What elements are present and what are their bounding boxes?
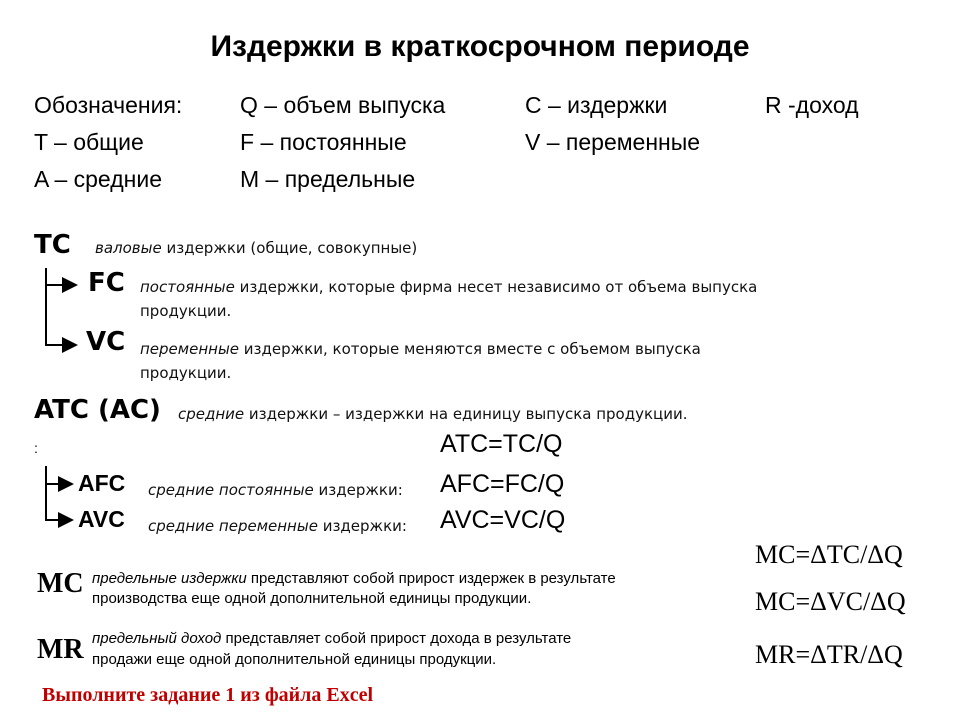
legend-t: T – общие xyxy=(34,129,144,155)
legend-a: A – средние xyxy=(34,166,162,192)
page-title: Издержки в краткосрочном периоде xyxy=(210,30,750,63)
avc-term: AVC xyxy=(78,506,125,532)
legend-r: R -доход xyxy=(765,92,859,118)
vc-desc: переменные издержки, которые меняются вместе с объемом выпуска xyxy=(140,340,701,358)
afc-desc: средние постоянные издержки: xyxy=(148,481,403,499)
atc-desc: средние издержки – издержки на единицу выпуска продукции. xyxy=(178,405,688,423)
mc-desc-line2: производства еще одной дополнительной единицы продукции. xyxy=(92,590,532,607)
mr-formula: MR=ΔTR/ΔQ xyxy=(755,640,903,669)
mr-term: MR xyxy=(37,634,84,665)
legend-v: V – переменные xyxy=(525,129,701,155)
vc-desc-line2: продукции. xyxy=(140,364,232,382)
atc-formula: ATC=TC/Q xyxy=(440,430,563,458)
mc-formula-tc: MC=ΔTC/ΔQ xyxy=(755,540,903,569)
legend-q: Q – объем выпуска xyxy=(240,92,446,118)
tc-vc-arrow xyxy=(46,268,76,345)
atc-term: ATC (AC) xyxy=(34,395,161,425)
mc-desc: предельные издержки представляют собой прирост издержек в результате xyxy=(92,570,616,587)
legend-f: F – постоянные xyxy=(240,129,407,155)
avc-formula: AVC=VC/Q xyxy=(440,506,566,534)
fc-desc-line2: продукции. xyxy=(140,302,232,320)
mr-desc: предельный доход представляет собой прирост дохода в результате xyxy=(92,630,572,647)
vc-term: VC xyxy=(86,327,126,357)
tc-desc: валовые издержки (общие, совокупные) xyxy=(95,239,418,257)
legend-label: Обозначения: xyxy=(34,92,183,118)
afc-term: AFC xyxy=(78,470,126,496)
fc-desc: постоянные издержки, которые фирма несет независимо от объема выпуска xyxy=(140,278,758,296)
mc-formula-vc: MC=ΔVC/ΔQ xyxy=(755,587,906,616)
legend-c: C – издержки xyxy=(525,92,668,118)
mc-term: MC xyxy=(37,568,84,599)
mr-desc-line2: продажи еще одной дополнительной единицы продукции. xyxy=(92,651,497,668)
tc-term: TC xyxy=(34,230,71,260)
legend-m: M – предельные xyxy=(240,166,416,192)
task-instruction: Выполните задание 1 из файла Excel xyxy=(42,684,374,706)
atc-colon: : xyxy=(34,440,38,456)
fc-term: FC xyxy=(88,268,125,298)
atc-avc-arrow xyxy=(46,466,72,520)
afc-formula: AFC=FC/Q xyxy=(440,470,565,498)
avc-desc: средние переменные издержки: xyxy=(148,517,407,535)
